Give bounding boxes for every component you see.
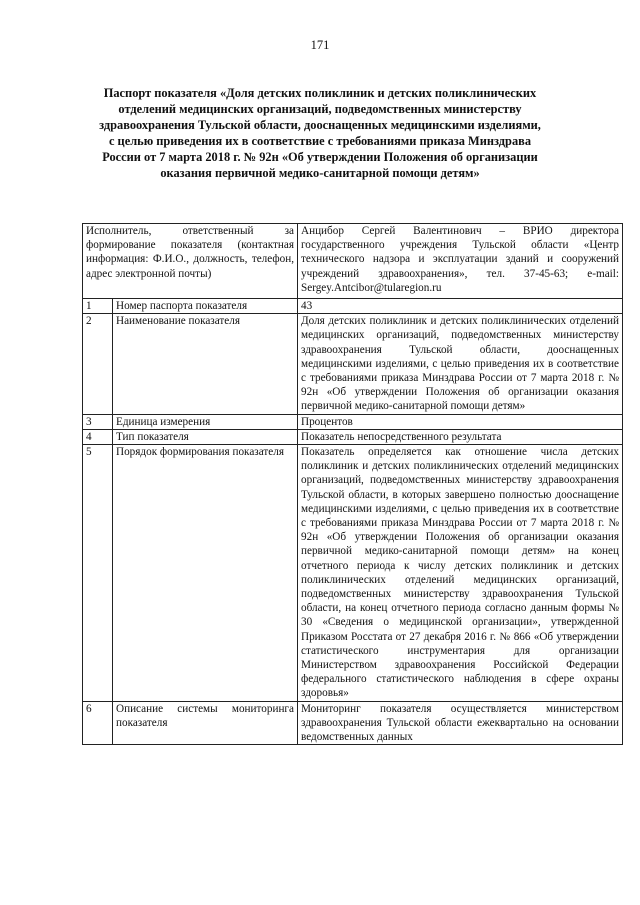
row-label: Наименование показателя (113, 314, 298, 414)
row-label: Тип показателя (113, 429, 298, 444)
row-number: 1 (83, 299, 113, 314)
row-value: Мониторинг показателя осуществляется министерством здравоохранения Тульской области ежеквартально на основании ведомственных данных (298, 701, 623, 745)
row-label: Единица измерения (113, 414, 298, 429)
row-value: Процентов (298, 414, 623, 429)
table-row (83, 445, 623, 702)
row-value: Показатель определяется как отношение числа детских поликлиник и детских поликлинических отделений медицинских организаций, подведомственных министерству здравоохранения Тульской области, в которых завершено полностью дооснащение медицинскими изделиями, с целью приведения их в соответствие с требованиями приказа Минздрава России от 7 марта 2018 г. № 92н «Об утверждении Положения об организации оказания первичной медико-санитарной помощи детям» на конец отчетного периода к числу детских поликлиник и детских поликлинических отделений медицинских организаций, подведомственных министерству здравоохранения Тульской области, на конец отчетного периода согласно данным формы № 30 «Сведения о медицинской организации», утвержденной Приказом Росстата от 27 декабря 2016 г. № 866 «Об утверждении статистического инструментария для организации Министерством здравоохранения Российской Федерации федерального статистического наблюдения в сфере охраны здоровья» (298, 445, 623, 702)
table-row (83, 701, 623, 745)
row-number: 3 (83, 414, 113, 429)
row-value: Доля детских поликлиник и детских поликлинических отделений медицинских организаций, подведомственных министерству здравоохранения Тульской области, дооснащенных медицинскими изделиями, с целью приведения их в соответствие с требованиями приказа Минздрава России от 7 марта 2018 г. № 92н «Об утверждении Положения об организации оказания первичной медико-санитарной помощи детям» (298, 314, 623, 414)
executor-label: Исполнитель, ответственный за формирование показателя (контактная информация: Ф.И.О., должность, телефон, адрес электронной почты) (83, 224, 298, 299)
table-row-executor (83, 224, 623, 299)
page-number: 171 (310, 38, 330, 52)
document-title: Паспорт показателя «Доля детских поликлиник и детских поликлинических отделений медицинских организаций, подведомственных министерству здравоохранения Тульской области, дооснащенных медицинскими изделиями, с целью приведения их в соответствие с требованиями приказа Минздрава России от 7 марта 2018 г. № 92н «Об утверждении Положения об организации оказания первичной медико-санитарной помощи детям» (99, 86, 541, 180)
table-row (83, 314, 623, 414)
row-number: 2 (83, 314, 113, 414)
row-label: Описание системы мониторинга показателя (113, 701, 298, 745)
row-value: 43 (298, 299, 623, 314)
row-label: Порядок формирования показателя (113, 445, 298, 702)
table-row (83, 429, 623, 444)
row-number: 4 (83, 429, 113, 444)
table-row (83, 414, 623, 429)
executor-value: Анцибор Сергей Валентинович – ВРИО директора государственного учреждения Тульской области «Центр технического надзора и эксплуатации зданий и сооружений учреждений здравоохранения», тел. 37-45-63; e-mail: Sergey.Antcibor@tularegion.ru (298, 224, 623, 299)
row-number: 5 (83, 445, 113, 702)
table-row (83, 299, 623, 314)
row-number: 6 (83, 701, 113, 745)
passport-table (82, 223, 623, 745)
row-value: Показатель непосредственного результата (298, 429, 623, 444)
row-label: Номер паспорта показателя (113, 299, 298, 314)
